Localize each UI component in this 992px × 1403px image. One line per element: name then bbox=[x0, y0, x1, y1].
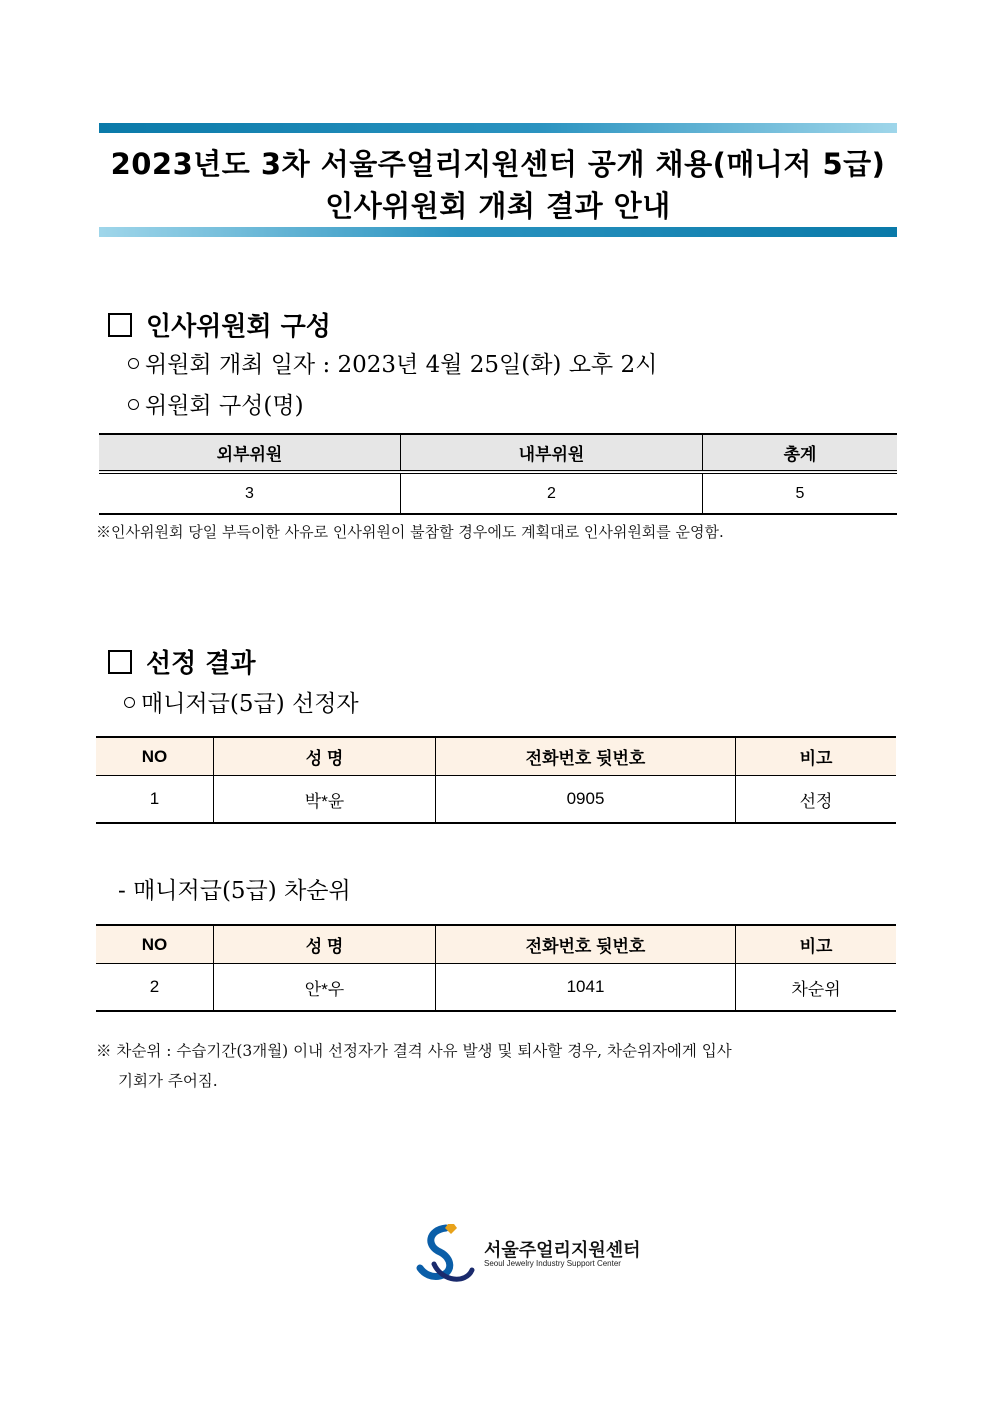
runner-table-header bbox=[96, 925, 896, 964]
logo-subtitle: Seoul Jewelry Industry Support Center bbox=[484, 1259, 621, 1268]
cell-name: 박*윤 bbox=[214, 776, 436, 824]
title-bottom-bar bbox=[99, 227, 897, 237]
header-remark: 비고 bbox=[736, 925, 897, 964]
committee-table-header bbox=[99, 434, 897, 472]
header-total: 총계 bbox=[703, 434, 898, 472]
section-committee-heading: 인사위원회 구성 bbox=[146, 312, 331, 342]
header-external: 외부위원 bbox=[99, 434, 401, 472]
circle-bullet-icon bbox=[128, 358, 139, 369]
header-no: NO bbox=[96, 737, 214, 776]
committee-table bbox=[99, 433, 897, 515]
checkbox-square-icon bbox=[108, 650, 132, 674]
circle-bullet-icon bbox=[128, 399, 139, 410]
runner-note-line2: 기회가 주어짐. bbox=[118, 1072, 218, 1090]
header-phone: 전화번호 뒷번호 bbox=[436, 737, 736, 776]
runner-line: - 매니저급(5급) 차순위 bbox=[118, 878, 351, 904]
cell-no: 1 bbox=[149, 789, 160, 808]
header-phone: 전화번호 뒷번호 bbox=[436, 925, 736, 964]
committee-note: ※인사위원회 당일 부득이한 사유로 인사위원이 불참할 경우에도 계획대로 인사위원회를 운영함. bbox=[96, 523, 724, 541]
table-row bbox=[99, 472, 897, 514]
section-result bbox=[108, 643, 256, 680]
committee-composition-line bbox=[128, 387, 304, 420]
circle-bullet-icon bbox=[124, 697, 135, 708]
header-remark: 비고 bbox=[736, 737, 897, 776]
page-title-line2: 인사위원회 개최 결과 안내 bbox=[325, 189, 671, 223]
table-row bbox=[96, 776, 896, 824]
title-top-bar bbox=[99, 123, 897, 133]
header-internal: 내부위원 bbox=[401, 434, 703, 472]
header-no: NO bbox=[96, 925, 214, 964]
cell-phone: 1041 bbox=[436, 964, 736, 1012]
selected-table-header bbox=[96, 737, 896, 776]
header-name: 성 명 bbox=[214, 737, 436, 776]
committee-date-text: 위원회 개최 일자 : 2023년 4월 25일(화) 오후 2시 bbox=[145, 352, 658, 378]
section-result-heading: 선정 결과 bbox=[146, 649, 256, 679]
selected-line-text: 매니저급(5급) 선정자 bbox=[141, 691, 359, 717]
page-title-line1: 2023년도 3차 서울주얼리지원센터 공개 채용(매니저 5급) bbox=[110, 147, 886, 181]
runner-note-line1: ※ 차순위 : 수습기간(3개월) 이내 선정자가 결격 사유 발생 및 퇴사할 경우, 차순위자에게 입사 bbox=[96, 1042, 732, 1060]
runner-table bbox=[96, 924, 896, 1012]
checkbox-square-icon bbox=[108, 313, 132, 337]
selected-table bbox=[96, 736, 896, 824]
committee-date-line bbox=[128, 346, 657, 379]
committee-composition-text: 위원회 구성(명) bbox=[145, 393, 304, 419]
cell-remark: 차순위 bbox=[736, 964, 897, 1012]
cell-phone: 0905 bbox=[436, 776, 736, 824]
cell-total: 5 bbox=[703, 472, 898, 514]
logo-name: 서울주얼리지원센터 bbox=[484, 1240, 641, 1261]
cell-remark: 선정 bbox=[736, 776, 897, 824]
cell-internal: 2 bbox=[401, 472, 703, 514]
selected-line bbox=[124, 685, 359, 718]
table-row bbox=[96, 964, 896, 1012]
header-name: 성 명 bbox=[214, 925, 436, 964]
section-committee bbox=[108, 306, 331, 343]
cell-external: 3 bbox=[245, 484, 254, 502]
cell-no: 2 bbox=[149, 977, 160, 996]
cell-name: 안*우 bbox=[214, 964, 436, 1012]
